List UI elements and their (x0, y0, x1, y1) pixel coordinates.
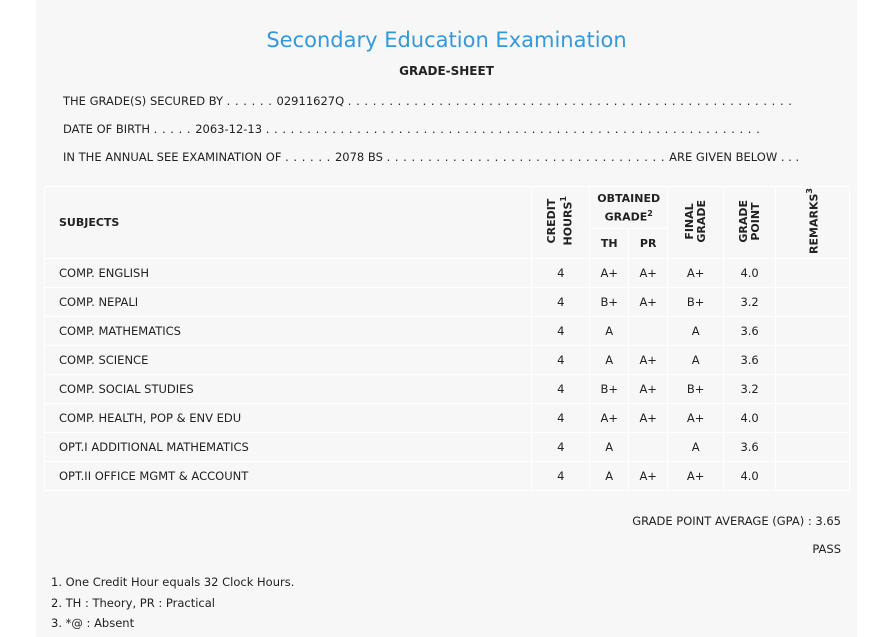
footnote: 1. One Credit Hour equals 32 Clock Hours. (51, 575, 295, 589)
pr-grade-cell: A+ (629, 259, 668, 288)
remarks-cell (776, 317, 850, 346)
th-grade-cell: A (590, 462, 629, 491)
subject-cell: COMP. HEALTH, POP & ENV EDU (45, 404, 532, 433)
exam-title: Secondary Education Examination (266, 28, 627, 52)
remarks-cell (776, 259, 850, 288)
remarks-header: REMARKS$^3$ (776, 187, 850, 259)
table-row (45, 433, 850, 462)
pr-grade-cell: A+ (629, 346, 668, 375)
pr-grade-cell: A+ (629, 375, 668, 404)
grade-sheet (36, 0, 857, 637)
credit-hours-cell: 4 (532, 375, 590, 404)
grade-point-cell: 3.6 (724, 346, 776, 375)
gpa-value: 3.65 (815, 514, 841, 528)
credit-hours-cell: 4 (532, 317, 590, 346)
grade-point-cell: 4.0 (724, 259, 776, 288)
th-grade-cell: B+ (590, 375, 629, 404)
remarks-cell (776, 346, 850, 375)
table-row (45, 288, 850, 317)
grade-point-cell: 3.6 (724, 317, 776, 346)
credit-hours-header: CREDIT HOURS$^1$ (532, 187, 590, 259)
credit-hours-cell: 4 (532, 259, 590, 288)
remarks-cell (776, 433, 850, 462)
credit-hours-cell: 4 (532, 404, 590, 433)
credit-hours-cell: 4 (532, 462, 590, 491)
credit-hours-cell: 4 (532, 346, 590, 375)
date-of-birth: 2063-12-13 (195, 122, 263, 136)
pr-grade-cell: A+ (629, 462, 668, 491)
th-grade-cell: A (590, 433, 629, 462)
symbol-number: 02911627Q (276, 94, 345, 108)
grade-point-cell: 3.2 (724, 288, 776, 317)
credit-hours-cell: 4 (532, 288, 590, 317)
grade-point-cell: 3.6 (724, 433, 776, 462)
grades-table (44, 186, 850, 491)
grade-point-cell: 3.2 (724, 375, 776, 404)
final-grade-cell: B+ (668, 375, 724, 404)
footnote: 3. *@ : Absent (51, 616, 135, 630)
remarks-cell (776, 404, 850, 433)
pr-header: PR (629, 229, 668, 259)
pr-grade-cell: A+ (629, 404, 668, 433)
table-row (45, 259, 850, 288)
table-row (45, 462, 850, 491)
secured-by-line: THE GRADE(S) SECURED BY . . . . . . 02911627Q . . . . . . . . . . . . . . . . . . . . . . . . . . . . . . . . . . . . . . . . . . . . . . . . . . . . . . (63, 94, 793, 108)
pr-grade-cell (629, 317, 668, 346)
exam-year: 2078 BS (334, 150, 383, 164)
final-grade-cell: A+ (668, 404, 724, 433)
th-grade-cell: A (590, 346, 629, 375)
obtained-grade-header: OBTAINED GRADE$^2$ (590, 187, 668, 229)
dob-line: DATE OF BIRTH . . . . . 2063-12-13 . . . . . . . . . . . . . . . . . . . . . . . . . . . . . . . . . . . . . . . . . . . . . . . . . . . . . . . . . . . . (63, 122, 761, 136)
final-grade-cell: A+ (668, 259, 724, 288)
th-grade-cell: A (590, 317, 629, 346)
grade-point-header: GRADE POINT (724, 187, 776, 259)
final-grade-cell: A (668, 433, 724, 462)
subject-cell: COMP. NEPALI (45, 288, 532, 317)
table-row (45, 317, 850, 346)
grade-point-cell: 4.0 (724, 462, 776, 491)
exam-line: IN THE ANNUAL SEE EXAMINATION OF . . . . . . 2078 BS . . . . . . . . . . . . . . . . . . . . . . . . . . . . . . . . . . ARE GIVEN BELOW . . . (63, 150, 800, 164)
secured-by-label: THE GRADE(S) SECURED BY (63, 94, 224, 108)
gpa-line (632, 514, 841, 528)
final-grade-cell: A (668, 346, 724, 375)
subjects-header: SUBJECTS (45, 187, 532, 259)
subject-cell: COMP. SOCIAL STUDIES (45, 375, 532, 404)
final-grade-cell: A (668, 317, 724, 346)
subject-cell: COMP. SCIENCE (45, 346, 532, 375)
subject-cell: OPT.II OFFICE MGMT & ACCOUNT (45, 462, 532, 491)
remarks-cell (776, 288, 850, 317)
table-row (45, 375, 850, 404)
th-grade-cell: B+ (590, 288, 629, 317)
pr-grade-cell: A+ (629, 288, 668, 317)
footnotes (51, 572, 294, 634)
gpa-label: GRADE POINT AVERAGE (GPA) : (632, 514, 812, 528)
result-status: PASS (812, 542, 841, 556)
th-grade-cell: A+ (590, 259, 629, 288)
remarks-cell (776, 462, 850, 491)
final-grade-cell: B+ (668, 288, 724, 317)
table-row (45, 404, 850, 433)
grade-sheet-heading: GRADE-SHEET (399, 64, 494, 78)
subject-cell: COMP. MATHEMATICS (45, 317, 532, 346)
given-below-text: ARE GIVEN BELOW . . . (669, 150, 800, 164)
table-row (45, 346, 850, 375)
remarks-cell (776, 375, 850, 404)
subject-cell: OPT.I ADDITIONAL MATHEMATICS (45, 433, 532, 462)
pr-grade-cell (629, 433, 668, 462)
final-grade-cell: A+ (668, 462, 724, 491)
th-grade-cell: A+ (590, 404, 629, 433)
grade-point-cell: 4.0 (724, 404, 776, 433)
subject-cell: COMP. ENGLISH (45, 259, 532, 288)
final-grade-header: FINAL GRADE (668, 187, 724, 259)
th-header: TH (590, 229, 629, 259)
dob-label: DATE OF BIRTH (63, 122, 151, 136)
footnote: 2. TH : Theory, PR : Practical (51, 595, 215, 610)
credit-hours-cell: 4 (532, 433, 590, 462)
exam-label: IN THE ANNUAL SEE EXAMINATION OF (63, 150, 282, 164)
